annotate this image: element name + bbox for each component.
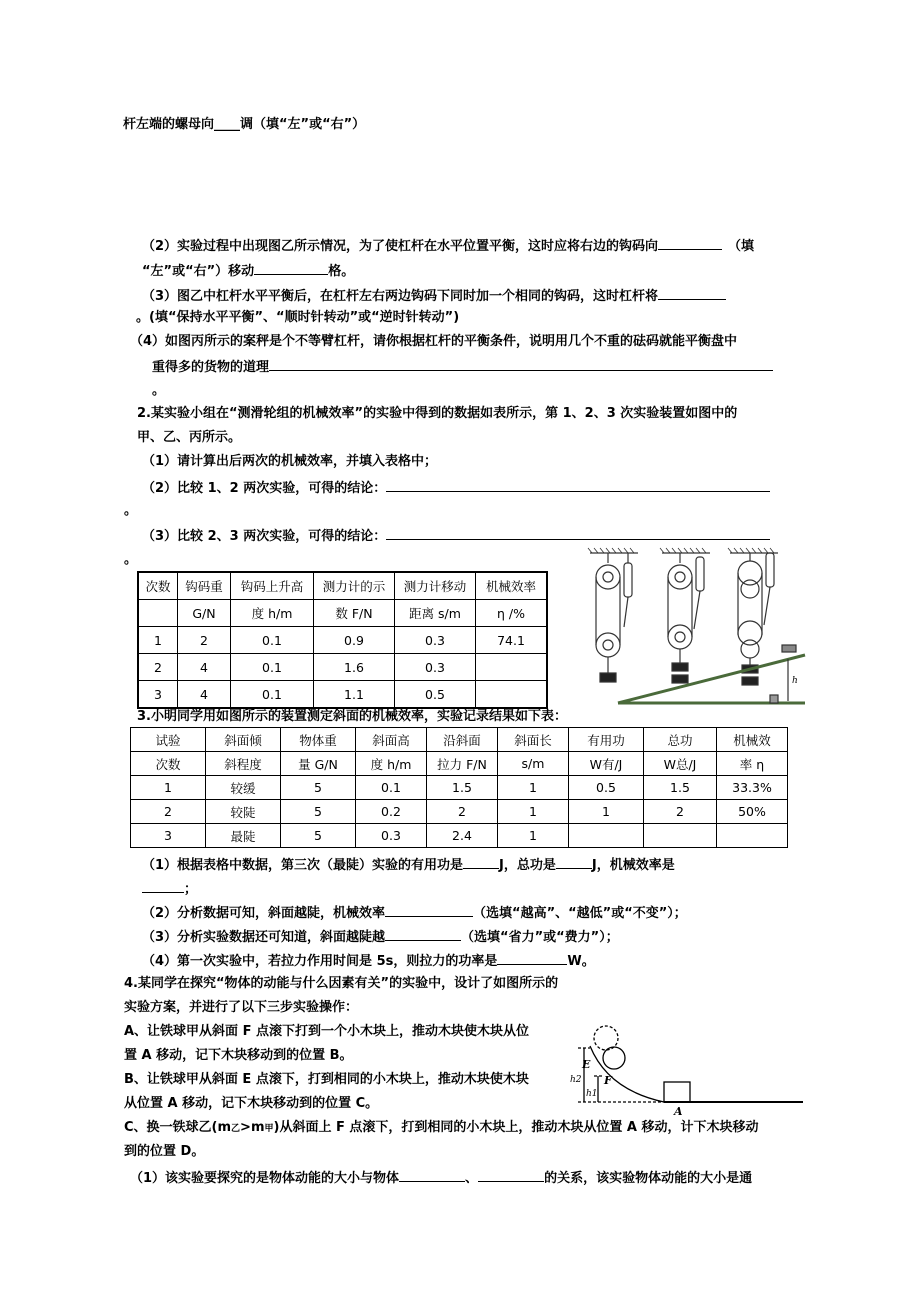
pulley-data-table (137, 571, 548, 709)
text-line-1: 杆左端的螺母向____调（填“左”或“右”） (123, 117, 366, 132)
table-cell: 33.3% (717, 776, 788, 800)
answer-blank[interactable] (658, 286, 726, 300)
table-header-cell: 度 h/m (231, 600, 314, 627)
table-cell: 5 (281, 776, 356, 800)
table-cell: 0.1 (231, 627, 314, 654)
table-cell: 4 (178, 681, 231, 709)
figure-label-A: A (674, 1105, 683, 1118)
table-cell: 5 (281, 824, 356, 848)
table-cell-answer[interactable] (717, 824, 788, 848)
table-header-cell: W有/J (569, 752, 644, 776)
table-row (138, 681, 547, 709)
q3-part-1: （1）根据表格中数据，第三次（最陡）实验的有用功是 J，总功是 J，机械效率是 (142, 855, 675, 875)
table-cell: 0.2 (356, 800, 427, 824)
table-cell: 1 (498, 776, 569, 800)
q4-step-b-2: 从位置 A 移动，记下木块移动到的位置 C。 (124, 1096, 379, 1111)
table-cell: 5 (281, 800, 356, 824)
table-cell: 0.1 (231, 654, 314, 681)
table-cell: 2 (644, 800, 717, 824)
table-header-cell: 测力计移动 (395, 572, 476, 600)
table-cell: 0.5 (395, 681, 476, 709)
table-cell-answer[interactable] (476, 654, 548, 681)
answer-blank[interactable] (399, 1168, 465, 1182)
table-cell: 0.3 (395, 627, 476, 654)
q4-step-c: C、换一铁球乙(m乙>m甲)从斜面上 F 点滚下，打到相同的小木块上，推动木块从位置 A 移动，计下木块移动 (124, 1120, 759, 1135)
answer-blank[interactable] (269, 357, 773, 371)
text-line-3: “左”或“右”）移动 格。 (142, 261, 354, 281)
table-header-cell: 物体重 (281, 728, 356, 752)
text-line-4: （3）图乙中杠杆水平平衡后，在杠杆左右两边钩码下同时加一个相同的钩码，这时杠杆将 (142, 286, 726, 306)
table-cell: 74.1 (476, 627, 548, 654)
q2-stem: 2.某实验小组在“测滑轮组的机械效率”的实验中得到的数据如表所示，第 1、2、3 次实验装置如图中的 (137, 406, 738, 421)
table-header-cell: 测力计的示 (314, 572, 395, 600)
table-header-cell: η /% (476, 600, 548, 627)
table-cell: 2 (131, 800, 206, 824)
table-cell: 1.1 (314, 681, 395, 709)
q3-part-4: （4）第一次实验中，若拉力作用时间是 5s，则拉力的功率是 W。 (142, 951, 595, 971)
table-header-cell: 总功 (644, 728, 717, 752)
q4-part-1: （1）该实验要探究的是物体动能的大小与物体 、 的关系，该实验物体动能的大小是通 (130, 1168, 752, 1188)
figure-label-F: F (604, 1074, 612, 1087)
q3-stem: 3.小明同学用如图所示的装置测定斜面的机械效率，实验记录结果如下表： (137, 709, 567, 724)
table-header-cell: 率 η (717, 752, 788, 776)
table-cell: 0.3 (395, 654, 476, 681)
table-row (138, 627, 547, 654)
table-header-cell: 有用功 (569, 728, 644, 752)
table-header-cell: 次数 (131, 752, 206, 776)
table-header-cell: 试验 (131, 728, 206, 752)
table-cell: 50% (717, 800, 788, 824)
period: 。 (124, 503, 138, 518)
table-cell: 1 (498, 800, 569, 824)
figure-label-h: h (792, 676, 798, 686)
table-header-cell: 钩码重 (178, 572, 231, 600)
q4-step-c-2: 到的位置 D。 (124, 1144, 205, 1159)
table-header-cell: 机械效 (717, 728, 788, 752)
q2-part-1: （1）请计算出后两次的机械效率，并填入表格中； (142, 454, 438, 469)
answer-blank[interactable] (463, 855, 499, 869)
table-header-cell: 斜面倾 (206, 728, 281, 752)
table-header-cell (138, 600, 178, 627)
answer-blank[interactable] (478, 1168, 544, 1182)
table-cell: 1 (131, 776, 206, 800)
table-header-cell: 量 G/N (281, 752, 356, 776)
table-cell: 0.1 (231, 681, 314, 709)
table-cell: 0.1 (356, 776, 427, 800)
table-cell: 0.9 (314, 627, 395, 654)
q2-part-3: （3）比较 2、3 两次实验，可得的结论： (142, 526, 770, 546)
pulley-incline-figure (580, 545, 810, 710)
table-cell: 1.6 (314, 654, 395, 681)
answer-blank[interactable] (556, 855, 592, 869)
table-cell-answer[interactable] (644, 824, 717, 848)
answer-blank[interactable] (497, 951, 567, 965)
table-header-cell: 拉力 F/N (427, 752, 498, 776)
answer-blank[interactable] (385, 927, 461, 941)
table-cell: 较陡 (206, 800, 281, 824)
table-header-cell: 斜面长 (498, 728, 569, 752)
table-cell: 2 (427, 800, 498, 824)
q3-part-2: （2）分析数据可知，斜面越陡，机械效率 （选填“越高”、“越低”或“不变”）； (142, 903, 687, 923)
q4-step-a: A、让铁球甲从斜面 F 点滚下打到一个小木块上，推动木块使木块从位 (124, 1024, 529, 1039)
q3-part-1-cont: ； (142, 879, 197, 899)
table-cell: 1 (498, 824, 569, 848)
table-header-cell: W总/J (644, 752, 717, 776)
table-cell: 4 (178, 654, 231, 681)
table-cell-answer[interactable] (476, 681, 548, 709)
q4-step-b: B、让铁球甲从斜面 E 点滚下，打到相同的小木块上，推动木块使木块 (124, 1072, 529, 1087)
table-cell: 2 (138, 654, 178, 681)
table-cell: 最陡 (206, 824, 281, 848)
table-header-cell: 距离 s/m (395, 600, 476, 627)
table-row (138, 654, 547, 681)
text-line-6: （4）如图丙所示的案秤是个不等臂杠杆，请你根据杠杆的平衡条件，说明用几个不重的砝码就能平衡盘中 (130, 334, 738, 349)
table-header-cell: 钩码上升高 (231, 572, 314, 600)
q4-stem-2: 实验方案，并进行了以下三步实验操作： (124, 1000, 359, 1015)
q3-part-3: （3）分析实验数据还可知道，斜面越陡越 （选填“省力”或“费力”）； (142, 927, 619, 947)
text-line-5: 。(填“保持水平平衡”、“顺时针转动”或“逆时针转动”) (136, 310, 460, 325)
text-line-7: 重得多的货物的道理 (152, 357, 773, 377)
text-line-2: （2）实验过程中出现图乙所示情况，为了使杠杆在水平位置平衡，这时应将右边的钩码向 （填 (142, 236, 754, 256)
table-header-cell: 数 F/N (314, 600, 395, 627)
table-cell: 较缓 (206, 776, 281, 800)
period: 。 (124, 552, 138, 567)
figure-label-E: E (582, 1058, 591, 1071)
table-header-cell: 斜程度 (206, 752, 281, 776)
answer-blank[interactable] (386, 478, 770, 492)
figure-label-h2: h2 (570, 1075, 582, 1085)
answer-blank[interactable] (385, 903, 473, 917)
table-header-cell: 沿斜面 (427, 728, 498, 752)
table-cell-answer[interactable] (569, 824, 644, 848)
q2-stem-2: 甲、乙、丙所示。 (137, 430, 242, 445)
answer-blank[interactable] (658, 236, 722, 250)
table-row (131, 800, 788, 824)
table-row (131, 824, 788, 848)
table-cell: 3 (138, 681, 178, 709)
incline-data-table (130, 727, 788, 848)
table-header-cell: 度 h/m (356, 752, 427, 776)
table-cell: 0.5 (569, 776, 644, 800)
answer-blank[interactable] (254, 261, 328, 275)
table-header-cell: G/N (178, 600, 231, 627)
q4-stem: 4.某同学在探究“物体的动能与什么因素有关”的实验中，设计了如图所示的 (124, 976, 559, 991)
kinetic-energy-figure (568, 1018, 808, 1118)
table-header-cell: s/m (498, 752, 569, 776)
table-cell: 0.3 (356, 824, 427, 848)
figure-label-h1: h1 (586, 1089, 598, 1099)
answer-blank[interactable] (386, 526, 770, 540)
q4-step-a-2: 置 A 移动，记下木块移动到的位置 B。 (124, 1048, 353, 1063)
table-cell: 1.5 (427, 776, 498, 800)
table-cell: 1 (569, 800, 644, 824)
table-cell: 3 (131, 824, 206, 848)
table-cell: 1 (138, 627, 178, 654)
table-row (131, 776, 788, 800)
table-cell: 2.4 (427, 824, 498, 848)
table-header-cell: 机械效率 (476, 572, 548, 600)
table-header-cell: 次数 (138, 572, 178, 600)
answer-blank[interactable] (142, 879, 184, 893)
table-cell: 2 (178, 627, 231, 654)
text-line-8: 。 (152, 383, 166, 398)
table-cell: 1.5 (644, 776, 717, 800)
q2-part-2: （2）比较 1、2 两次实验，可得的结论： (142, 478, 770, 498)
table-header-cell: 斜面高 (356, 728, 427, 752)
